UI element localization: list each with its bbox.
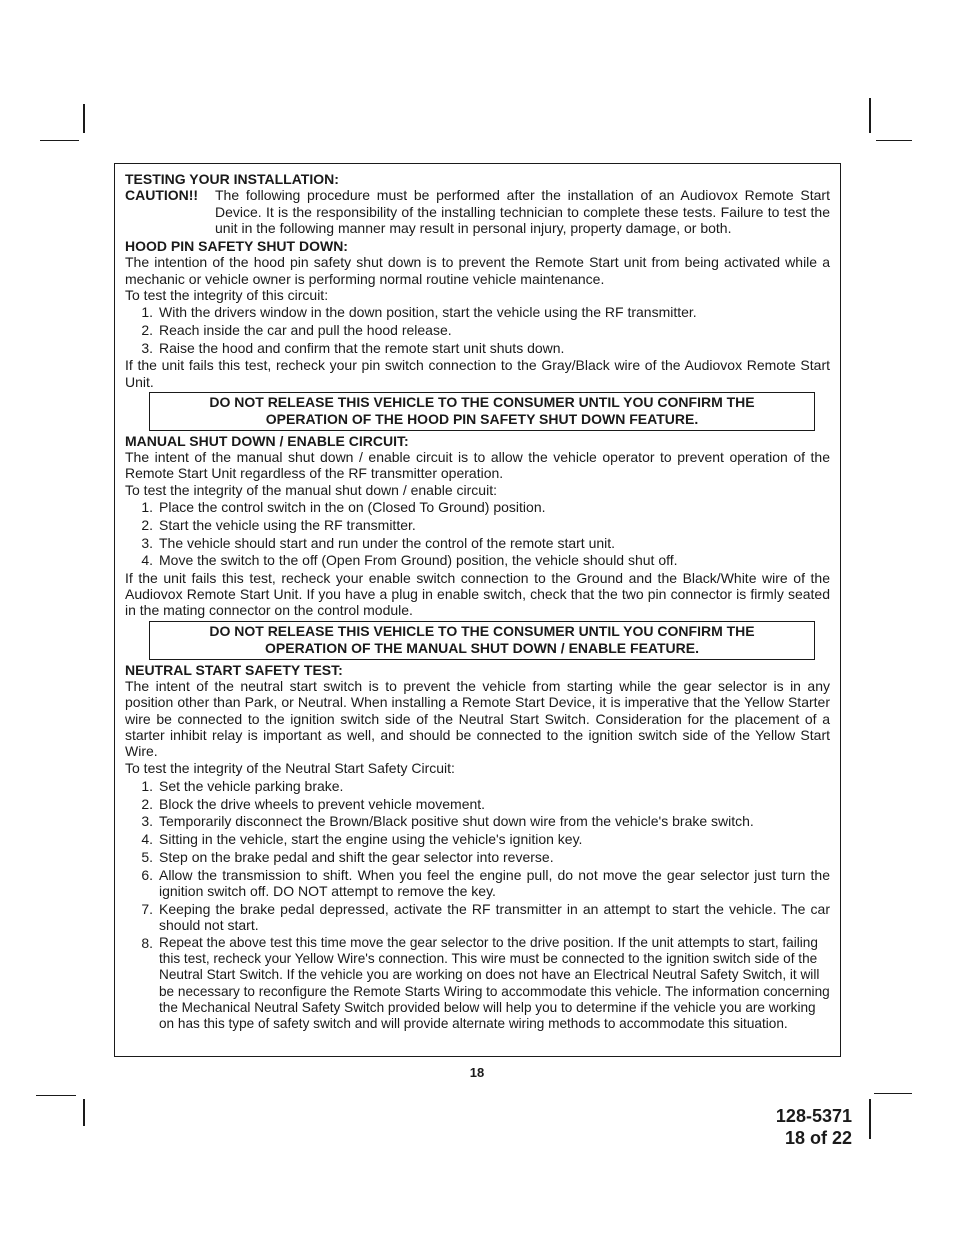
list-number: 2. <box>141 795 153 812</box>
list-number: 7. <box>141 900 153 917</box>
section-heading-hood-pin: HOOD PIN SAFETY SHUT DOWN: <box>125 238 348 255</box>
list-item-text: Step on the brake pedal and shift the gear selector into reverse. <box>159 848 554 865</box>
crop-mark <box>876 140 912 141</box>
paragraph: The intent of the neutral start switch is to prevent the vehicle from starting while the gear selector is in any position other than Park, or Neutral. When installing a Remote Start Device, it is imperative that the Yellow Starter wire be connected to the ignition switch side of the Neutral Start Switch. Consideration for the placement of a starter inhibit relay is important as well, and should be connected to the ignition switch side of the Yellow Start Wire. <box>125 677 830 760</box>
notice-line: DO NOT RELEASE THIS VEHICLE TO THE CONSUMER UNTIL YOU CONFIRM THE <box>209 393 755 410</box>
paragraph: To test the integrity of the Neutral Start Safety Circuit: <box>125 760 455 777</box>
list-item <box>125 935 830 1033</box>
list-item-text: Keeping the brake pedal depressed, activate the RF transmitter in an attempt to start the vehicle. The car should not start. <box>159 900 830 934</box>
caution-block <box>125 187 830 236</box>
list-item <box>125 322 830 338</box>
list-item <box>125 813 830 829</box>
list-item-text: Start the vehicle using the RF transmitter. <box>159 516 416 533</box>
crop-mark <box>36 1095 76 1096</box>
list-number: 5. <box>141 848 153 865</box>
notice-line: OPERATION OF THE HOOD PIN SAFETY SHUT DOWN FEATURE. <box>265 410 699 427</box>
list-number: 2. <box>141 516 153 533</box>
list-item <box>125 867 830 900</box>
list-number: 1. <box>141 499 153 516</box>
list-item-text: Allow the transmission to shift. When you feel the engine pull, do not move the gear selector just turn the ignition switch off. DO NOT attempt to remove the key. <box>159 866 830 899</box>
page-number: 18 <box>469 1065 485 1080</box>
list-item-text: Sitting in the vehicle, start the engine using the vehicle's ignition key. <box>159 831 583 848</box>
list-item <box>125 340 830 356</box>
notice-line: OPERATION OF THE MANUAL SHUT DOWN / ENABLE FEATURE. <box>265 639 699 656</box>
list-item <box>125 517 830 533</box>
list-item <box>125 849 830 865</box>
list-number: 3. <box>141 813 153 830</box>
list-item <box>125 831 830 847</box>
warning-notice-box <box>149 621 815 660</box>
list-item-text: Reach inside the car and pull the hood release. <box>159 322 452 339</box>
section-heading-testing: TESTING YOUR INSTALLATION: <box>125 171 339 187</box>
caution-text: The following procedure must be performed after the installation of an Audiovox Remote Start Device. It is the responsibility of the installing technician to complete these tests. Failure to test the unit in the following manner may result in personal injury, property damage, or both. <box>215 187 830 236</box>
list-number: 3. <box>141 534 153 551</box>
list-item <box>125 901 830 934</box>
list-item <box>125 535 830 551</box>
section-heading-neutral-start: NEUTRAL START SAFETY TEST: <box>125 661 343 678</box>
list-number: 1. <box>141 304 153 321</box>
list-number: 3. <box>141 339 153 356</box>
list-item-text: Raise the hood and confirm that the remote start unit shuts down. <box>159 339 565 356</box>
crop-mark <box>874 1093 912 1094</box>
numbered-list <box>125 778 830 1033</box>
crop-mark <box>83 1099 85 1126</box>
list-item-text: Temporarily disconnect the Brown/Black positive shut down wire from the vehicle's brake switch. <box>159 813 754 830</box>
list-item <box>125 778 830 794</box>
list-item-text: With the drivers window in the down position, start the vehicle using the RF transmitter. <box>159 304 697 321</box>
caution-label: CAUTION!! <box>125 187 199 204</box>
paragraph: If the unit fails this test, recheck your pin switch connection to the Gray/Black wire of the Audiovox Remote Start Unit. <box>125 357 830 390</box>
document-content <box>125 171 830 1033</box>
crop-mark <box>869 1099 871 1139</box>
list-item <box>125 552 830 568</box>
list-item-text: Place the control switch in the on (Closed To Ground) position. <box>159 499 546 516</box>
list-number: 8. <box>141 934 153 951</box>
paragraph: If the unit fails this test, recheck your enable switch connection to the Ground and the Black/White wire of the Audiovox Remote Start Unit. If you have a plug in enable switch, check that the two pin connector is firmly seated in the mating connector on the control module. <box>125 569 830 619</box>
document-id-block <box>776 1105 852 1149</box>
list-item-text: The vehicle should start and run under the control of the remote start unit. <box>159 534 616 551</box>
paragraph: The intention of the hood pin safety shut down is to prevent the Remote Start unit from being activated while a mechanic or vehicle owner is performing normal routine vehicle maintenance. <box>125 254 830 287</box>
list-item-text: Set the vehicle parking brake. <box>159 777 344 794</box>
list-item-text: Repeat the above test this time move the gear selector to the drive position. If the unit attempts to start, failing this test, recheck your Yellow Wire's connection. This wire must be connected to the ignition switch side of the Neutral Start Switch. If the vehicle you are working on does not have an Electrical Neutral Safety Switch, it will be necessary to reconfigure the Remote Starts Wiring to accommodate this vehicle. The information concerning the Mechanical Neutral Safety Switch provided below will help you to determine if the vehicle you are working on has this type of safety switch and will provide alternate wiring methods to accommodate this situation. <box>159 934 830 1032</box>
numbered-list <box>125 304 830 356</box>
paragraph: The intent of the manual shut down / enable circuit is to allow the vehicle operator to prevent operation of the Remote Start Unit regardless of the RF transmitter operation. <box>125 449 830 482</box>
list-number: 2. <box>141 322 153 339</box>
list-number: 6. <box>141 866 153 883</box>
list-number: 4. <box>141 831 153 848</box>
numbered-list <box>125 499 830 569</box>
list-item <box>125 304 830 320</box>
warning-notice-box <box>149 392 815 431</box>
list-item <box>125 499 830 515</box>
paragraph: To test the integrity of the manual shut down / enable circuit: <box>125 481 497 498</box>
list-item-text: Move the switch to the off (Open From Ground) position, the vehicle should shut off. <box>159 552 678 569</box>
list-number: 1. <box>141 777 153 794</box>
crop-mark <box>869 98 871 133</box>
list-item <box>125 796 830 812</box>
document-id: 128-5371 <box>775 1106 852 1126</box>
section-heading-manual-shutdown: MANUAL SHUT DOWN / ENABLE CIRCUIT: <box>125 432 409 449</box>
paragraph: To test the integrity of this circuit: <box>125 287 329 304</box>
notice-line: DO NOT RELEASE THIS VEHICLE TO THE CONSUMER UNTIL YOU CONFIRM THE <box>209 622 755 639</box>
crop-mark <box>83 104 85 133</box>
list-item-text: Block the drive wheels to prevent vehicle movement. <box>159 795 486 812</box>
list-number: 4. <box>141 552 153 569</box>
crop-mark <box>40 140 79 141</box>
page-count: 18 of 22 <box>784 1128 852 1148</box>
